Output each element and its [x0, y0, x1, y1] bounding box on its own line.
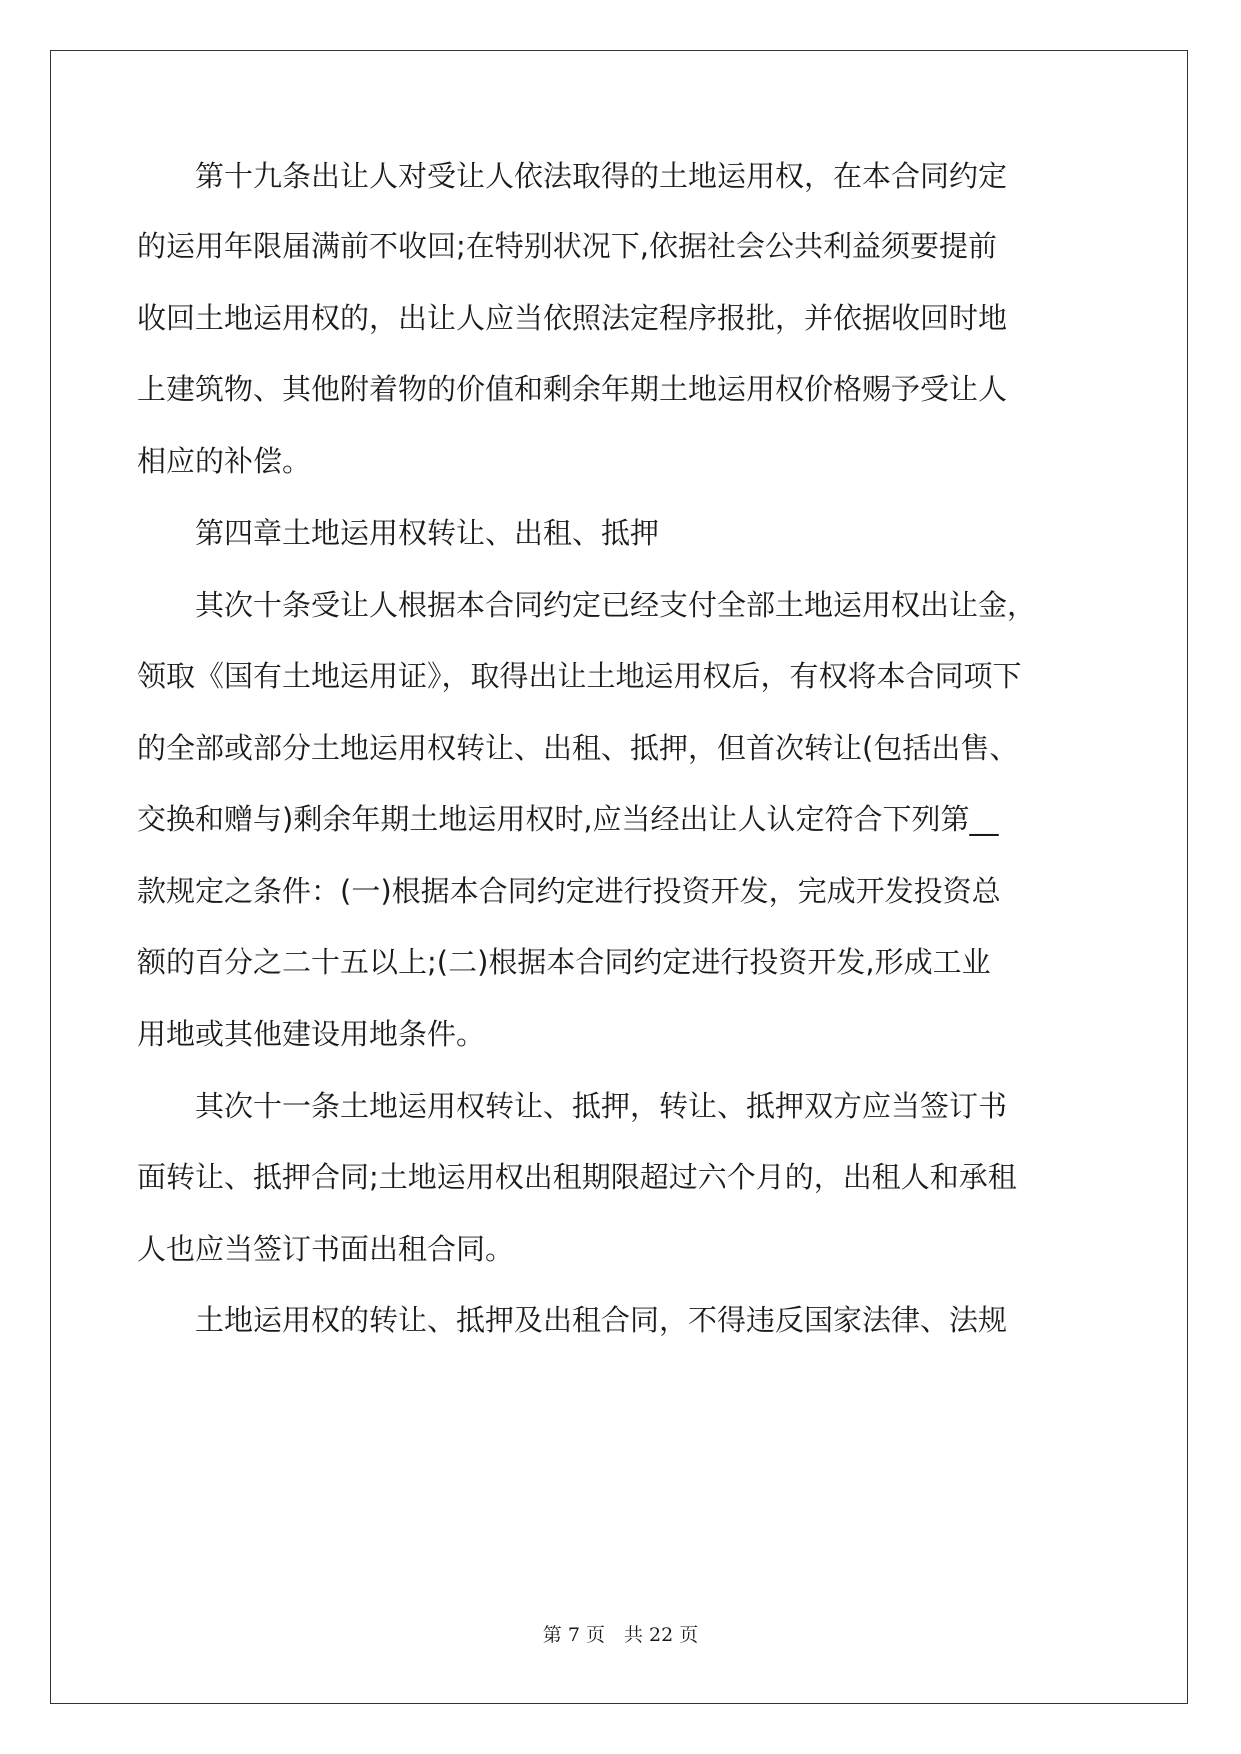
body-text-line: 其次十一条土地运用权转让、抵押，转让、抵押双方应当签订书 [195, 1089, 1008, 1123]
body-text-line: 款规定之条件：(一)根据本合同约定进行投资开发，完成开发投资总 [137, 874, 1001, 908]
body-text-line: 上建筑物、其他附着物的价值和剩余年期土地运用权价格赐予受让人 [137, 372, 1008, 406]
body-text-line: 人也应当签订书面出租合同。 [137, 1232, 515, 1266]
page-number-footer: 第 7 页 共 22 页 [542, 1624, 699, 1646]
body-text-line: 土地运用权的转让、抵押及出租合同，不得违反国家法律、法规 [195, 1303, 1008, 1337]
body-text-line: 其次十条受让人根据本合同约定已经支付全部土地运用权出让金， [195, 588, 1037, 622]
body-text-line: 面转让、抵押合同;土地运用权出租期限超过六个月的，出租人和承租 [137, 1160, 1017, 1194]
body-text-line: 用地或其他建设用地条件。 [137, 1017, 486, 1051]
body-text-line: 的全部或部分土地运用权转让、出租、抵押，但首次转让(包括出售、 [137, 731, 1019, 765]
chapter-heading: 第四章土地运用权转让、出租、抵押 [195, 516, 660, 550]
body-text-line: 额的百分之二十五以上;(二)根据本合同约定进行投资开发,形成工业 [137, 945, 991, 979]
body-text-line: 领取《国有土地运用证》，取得出让土地运用权后，有权将本合同项下 [137, 659, 1022, 693]
body-text-line: 交换和赠与)剩余年期土地运用权时,应当经出让人认定符合下列第__ [137, 802, 999, 836]
body-text-line: 第十九条出让人对受让人依法取得的土地运用权，在本合同约定 [195, 159, 1008, 193]
body-text-line: 的运用年限届满前不收回;在特别状况下,依据社会公共利益须要提前 [137, 229, 997, 263]
body-text-line: 相应的补偿。 [137, 444, 312, 478]
body-text-line: 收回土地运用权的，出让人应当依照法定程序报批，并依据收回时地 [137, 301, 1008, 335]
